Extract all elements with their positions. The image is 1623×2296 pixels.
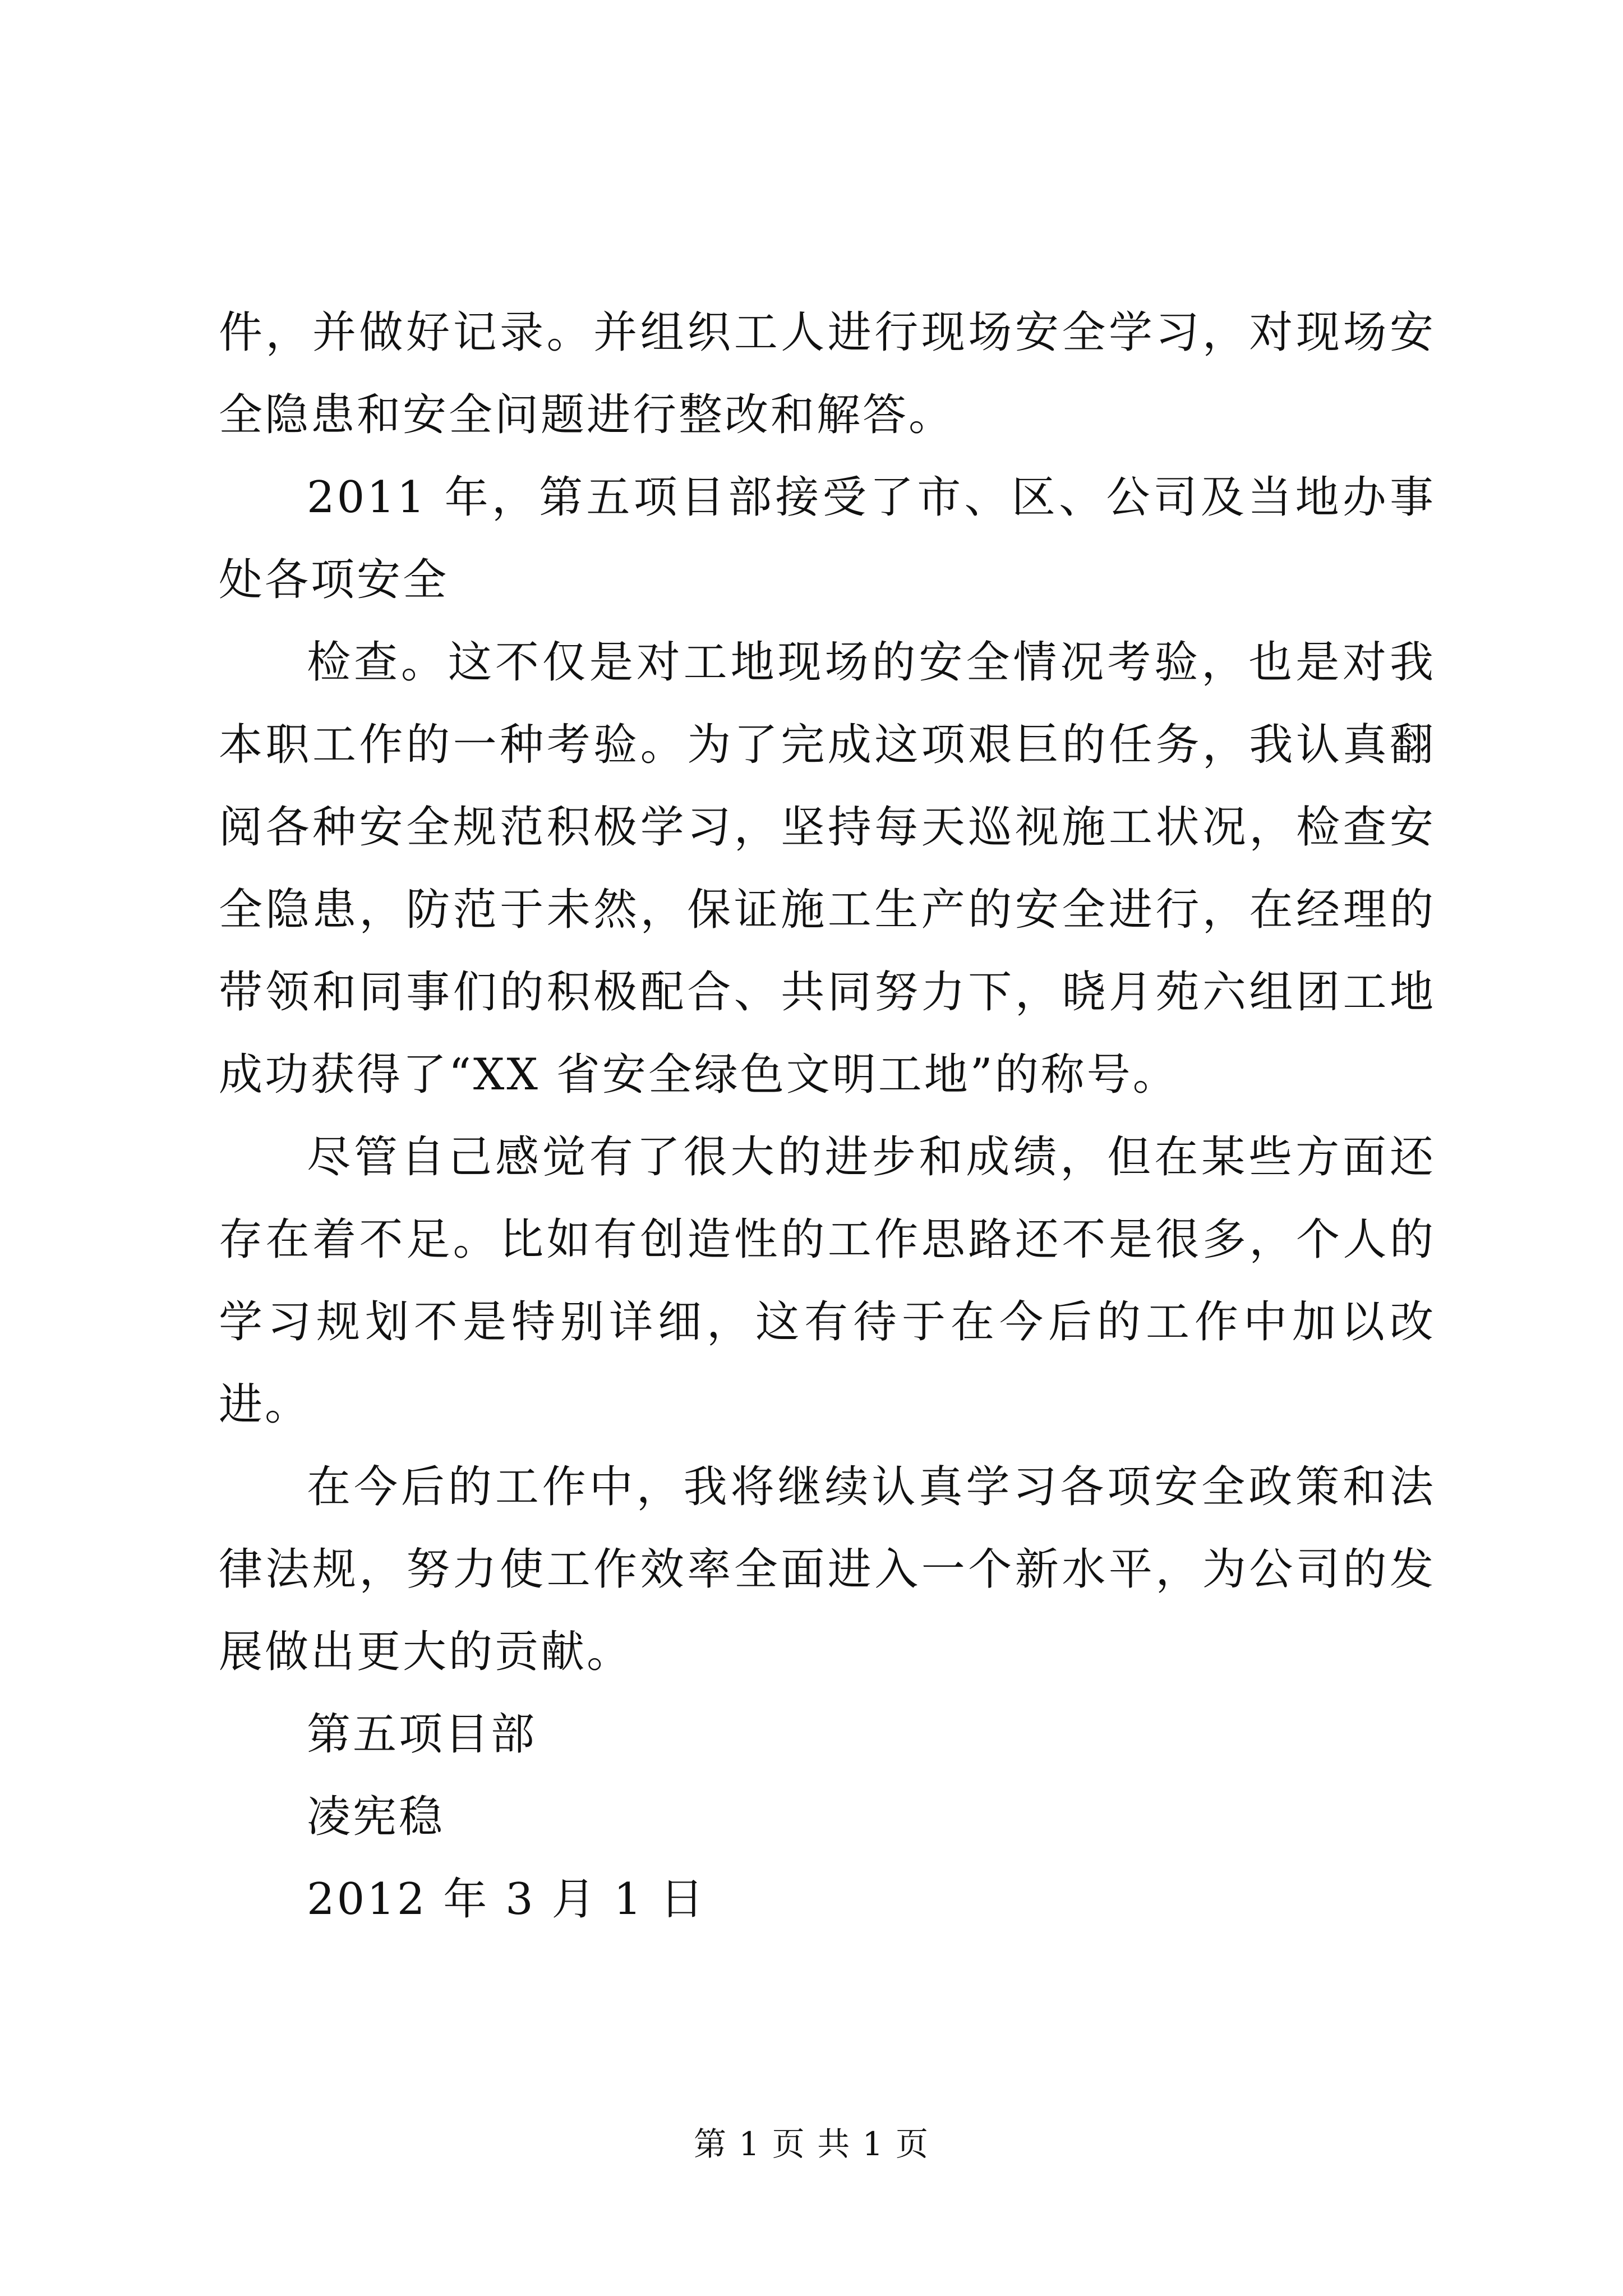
signature-name: 凌宪稳	[307, 1792, 445, 1842]
page-footer: 第 1 页 共 1 页	[694, 2125, 929, 2163]
signature-department: 第五项目部	[307, 1709, 537, 1760]
paragraph-4: 尽管自己感觉有了很大的进步和成绩，但在某些方面还存在着不足。比如有创造性的工作思路还不是很多，个人的学习规划不是特别详细，这有待于在今后的工作中加以改进。	[219, 1132, 1436, 1430]
paragraph-2: 2011 年，第五项目部接受了市、区、公司及当地办事处各项安全	[219, 472, 1436, 605]
paragraph-3: 检查。这不仅是对工地现场的安全情况考验，也是对我本职工作的一种考验。为了完成这项艰巨的任务，我认真翻阅各种安全规范积极学习，坚持每天巡视施工状况，检查安全隐患，防范于未然，保证施工生产的安全进行，在经理的带领和同事们的积极配合、共同努力下，晓月苑六组团工地成功获得了“XX 省安全绿色文明工地”的称号。	[219, 637, 1436, 1100]
paragraph-5: 在今后的工作中，我将继续认真学习各项安全政策和法律法规，努力使工作效率全面进入一个新水平，为公司的发展做出更大的贡献。	[219, 1462, 1436, 1677]
signature-date: 2012 年 3 月 1 日	[307, 1874, 706, 1925]
document-body	[219, 292, 1436, 1941]
paragraph-1: 件，并做好记录。并组织工人进行现场安全学习，对现场安全隐患和安全问题进行整改和解答。	[219, 307, 1436, 440]
